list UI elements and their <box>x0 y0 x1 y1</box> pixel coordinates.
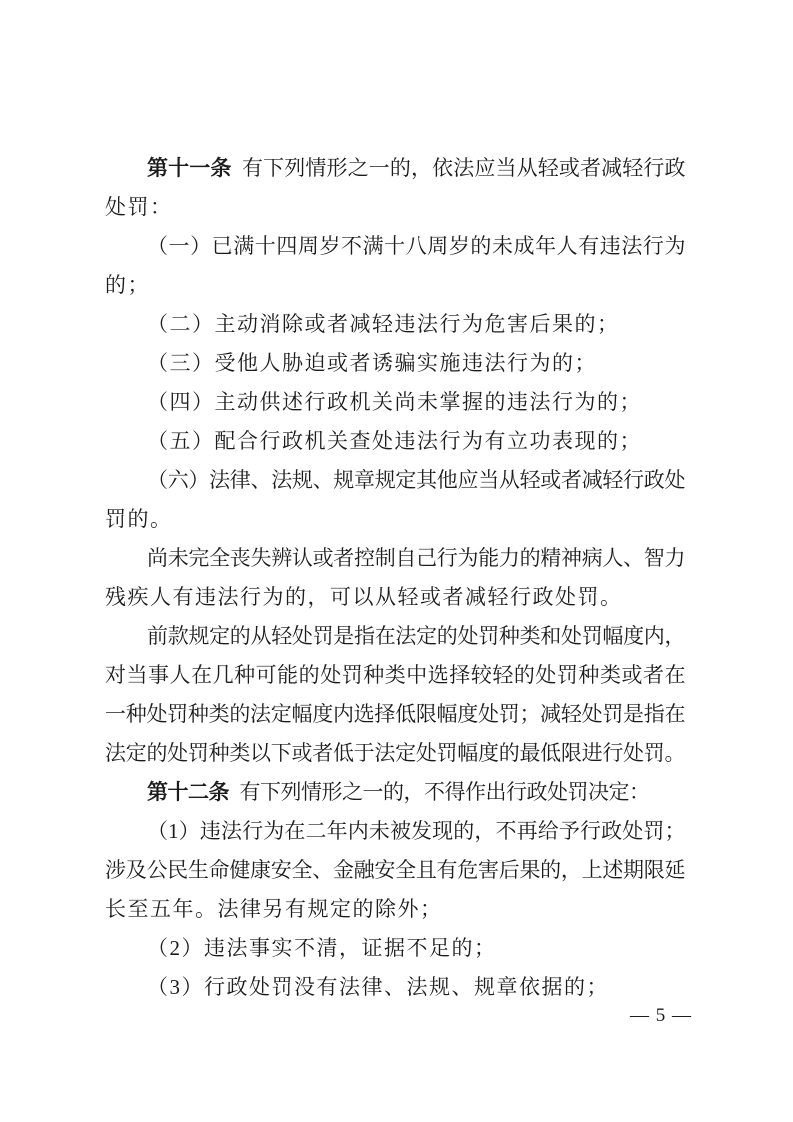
page-number: — 5 — <box>630 1005 692 1026</box>
text-line: 前款规定的从轻处罚是指在法定的处罚种类和处罚幅度内， <box>147 624 685 648</box>
text-line: （一）已满十四周岁不满十八周岁的未成年人有违法行为 <box>147 234 685 258</box>
article-11-item-3 <box>105 344 685 383</box>
article-12-item-1 <box>105 812 685 929</box>
paragraph-article-11 <box>105 149 685 227</box>
text-line: 残疾人有违法行为的，可以从轻或者减轻行政处罚。 <box>105 585 623 609</box>
article-12-item-3 <box>105 968 685 1007</box>
paragraph-article-12 <box>105 773 685 812</box>
text-line: （3）行政处罚没有法律、法规、规章依据的； <box>147 975 609 999</box>
article-11-item-2 <box>105 305 685 344</box>
text-line <box>105 149 685 188</box>
article-11-item-4 <box>105 383 685 422</box>
article-12-number: 第十二条 <box>147 780 229 804</box>
text-line: 法定的处罚种类以下或者低于法定处罚幅度的最低限进行处罚。 <box>105 741 685 765</box>
text-line: （2）违法事实不清，证据不足的； <box>147 936 497 960</box>
paragraph-mental-capacity <box>105 539 685 617</box>
text-line: （三）受他人胁迫或者诱骗实施违法行为的； <box>147 351 597 375</box>
article-11-item-1 <box>105 227 685 305</box>
text-line: （四）主动供述行政机关尚未掌握的违法行为的； <box>147 390 642 414</box>
text-line: （二）主动消除或者减轻违法行为危害后果的； <box>147 312 620 336</box>
text-line: 长至五年。法律另有规定的除外； <box>105 897 443 921</box>
paragraph-penalty-definition <box>105 617 685 773</box>
article-11-item-6 <box>105 461 685 539</box>
text-line: （五）配合行政机关查处违法行为有立功表现的； <box>147 429 642 453</box>
text-line: （1）违法行为在二年内未被发现的，不再给予行政处罚； <box>147 819 685 843</box>
text-line <box>105 773 685 812</box>
article-11-item-5 <box>105 422 685 461</box>
text-run: 有下列情形之一的，依法应当从轻或者减轻行政 <box>242 156 685 180</box>
article-12-item-2 <box>105 929 685 968</box>
text-run: 有下列情形之一的，不得作出行政处罚决定： <box>239 780 650 804</box>
text-line: 对当事人在几种可能的处罚种类中选择较轻的处罚种类或者在 <box>105 663 685 687</box>
document-body <box>105 149 685 1007</box>
text-line: 的； <box>105 273 150 297</box>
article-11-number: 第十一条 <box>147 156 232 180</box>
text-line: 罚的。 <box>105 507 173 531</box>
text-line: 尚未完全丧失辨认或者控制自己行为能力的精神病人、智力 <box>147 546 685 570</box>
text-line: 处罚： <box>105 195 173 219</box>
text-line: 一种处罚种类的法定幅度内选择低限幅度处罚；减轻处罚是指在 <box>105 702 685 726</box>
text-line: 涉及公民生命健康安全、金融安全且有危害后果的，上述期限延 <box>105 858 685 882</box>
text-line: （六）法律、法规、规章规定其他应当从轻或者减轻行政处 <box>147 468 685 492</box>
